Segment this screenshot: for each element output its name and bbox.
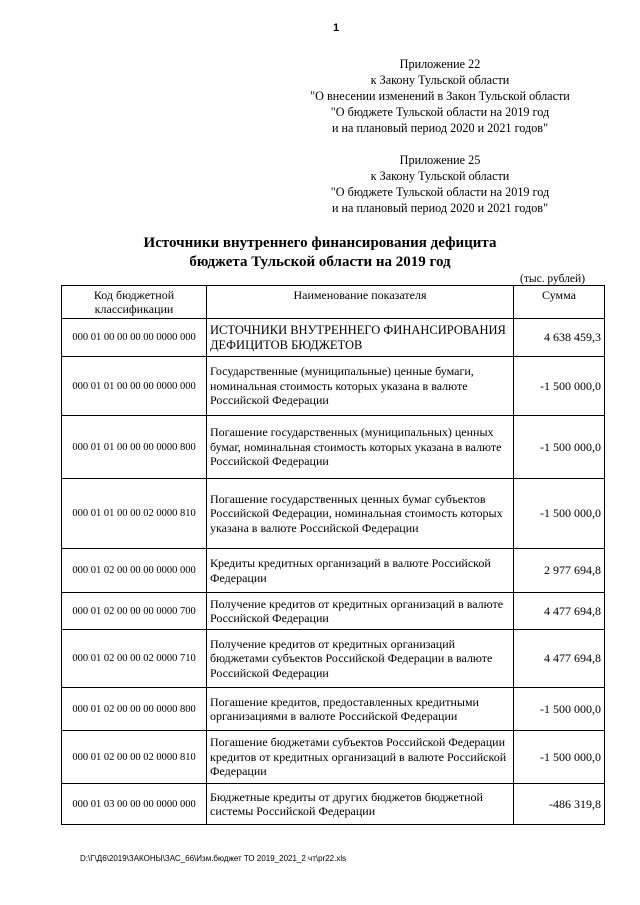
row-code: 000 01 02 00 00 02 0000 810: [62, 731, 207, 784]
row-amount: -1 500 000,0: [514, 479, 605, 549]
row-code: 000 01 02 00 00 00 0000 700: [62, 593, 207, 630]
row-code: 000 01 02 00 00 00 0000 800: [62, 688, 207, 731]
row-code: 000 01 01 00 00 00 0000 800: [62, 416, 207, 479]
row-name: Кредиты кредитных организаций в валюте Российской Федерации: [207, 549, 514, 593]
header-code-line: классификации: [94, 302, 174, 316]
header-code: [62, 286, 207, 319]
table-row: [62, 416, 605, 479]
title-line: бюджета Тульской области на 2019 год: [189, 254, 451, 270]
appendix-line: Приложение 25: [399, 153, 481, 167]
header-name: Наименование показателя: [207, 286, 514, 319]
row-code: 000 01 00 00 00 00 0000 000: [62, 319, 207, 357]
row-code: 000 01 02 00 00 02 0000 710: [62, 630, 207, 688]
row-code: 000 01 01 00 00 00 0000 000: [62, 357, 207, 416]
table-row: [62, 731, 605, 784]
row-amount: 4 638 459,3: [514, 319, 605, 357]
appendix-line: к Закону Тульской области: [370, 73, 510, 87]
row-code: 000 01 03 00 00 00 0000 000: [62, 784, 207, 825]
appendix-line: и на плановый период 2020 и 2021 годов": [331, 201, 549, 215]
row-name: Погашение государственных ценных бумаг субъектов Российской Федерации, номинальная стоимость которых указана в валюте Российской Федерации: [207, 479, 514, 549]
row-code: 000 01 02 00 00 00 0000 000: [62, 549, 207, 593]
table-row: [62, 479, 605, 549]
row-name: ИСТОЧНИКИ ВНУТРЕННЕГО ФИНАНСИРОВАНИЯ ДЕФИЦИТОВ БЮДЖЕТОВ: [207, 319, 514, 357]
table-header-row: [62, 286, 605, 319]
header-code-line: Код бюджетной: [93, 288, 175, 302]
table-row: [62, 688, 605, 731]
row-amount: 4 477 694,8: [514, 630, 605, 688]
row-name: Погашение кредитов, предоставленных кредитными организациями в валюте Российской Федерации: [207, 688, 514, 731]
row-name: Погашение бюджетами субъектов Российской Федерации кредитов от кредитных организаций в валюте Российской Федерации: [207, 731, 514, 784]
table-row: [62, 784, 605, 825]
footer-file-path: D:\Г\Д6\2019\ЗАКОНЫ\ЗАС_66\Изм.бюджет ТО 2019_2021_2 чт\pr22.xls: [80, 854, 347, 863]
appendix-line: "О бюджете Тульской области на 2019 год: [330, 185, 550, 199]
row-amount: -1 500 000,0: [514, 731, 605, 784]
header-amount: Сумма: [514, 286, 605, 319]
appendix-22-block: [290, 56, 590, 136]
document-title: [100, 234, 540, 272]
row-name: Получение кредитов от кредитных организаций в валюте Российской Федерации: [207, 593, 514, 630]
appendix-line: Приложение 22: [399, 57, 481, 71]
sources-table: [61, 285, 605, 825]
row-code: 000 01 01 00 00 02 0000 810: [62, 479, 207, 549]
table-row: [62, 357, 605, 416]
table-row: [62, 630, 605, 688]
table-row: [62, 549, 605, 593]
row-name: Государственные (муниципальные) ценные бумаги, номинальная стоимость которых указана в валюте Российской Федерации: [207, 357, 514, 416]
appendix-line: и на плановый период 2020 и 2021 годов": [331, 121, 549, 135]
title-line: Источники внутреннего финансирования дефицита: [143, 235, 497, 251]
row-name: Погашение государственных (муниципальных) ценных бумаг, номинальная стоимость которых указана в валюте Российской Федерации: [207, 416, 514, 479]
appendix-line: "О внесении изменений в Закон Тульской области: [310, 89, 570, 103]
appendix-line: к Закону Тульской области: [370, 169, 510, 183]
row-amount: -1 500 000,0: [514, 357, 605, 416]
row-name: Получение кредитов от кредитных организаций бюджетами субъектов Российской Федерации в валюте Российской Федерации: [207, 630, 514, 688]
row-amount: -486 319,8: [514, 784, 605, 825]
units-label: (тыс. рублей): [520, 273, 586, 285]
page-number: 1: [333, 22, 340, 34]
table-row: [62, 593, 605, 630]
appendix-line: "О бюджете Тульской области на 2019 год: [330, 105, 550, 119]
row-amount: 2 977 694,8: [514, 549, 605, 593]
table-row: [62, 319, 605, 357]
row-name: Бюджетные кредиты от других бюджетов бюджетной системы Российской Федерации: [207, 784, 514, 825]
row-amount: -1 500 000,0: [514, 688, 605, 731]
row-amount: -1 500 000,0: [514, 416, 605, 479]
appendix-25-block: [290, 152, 590, 216]
row-amount: 4 477 694,8: [514, 593, 605, 630]
